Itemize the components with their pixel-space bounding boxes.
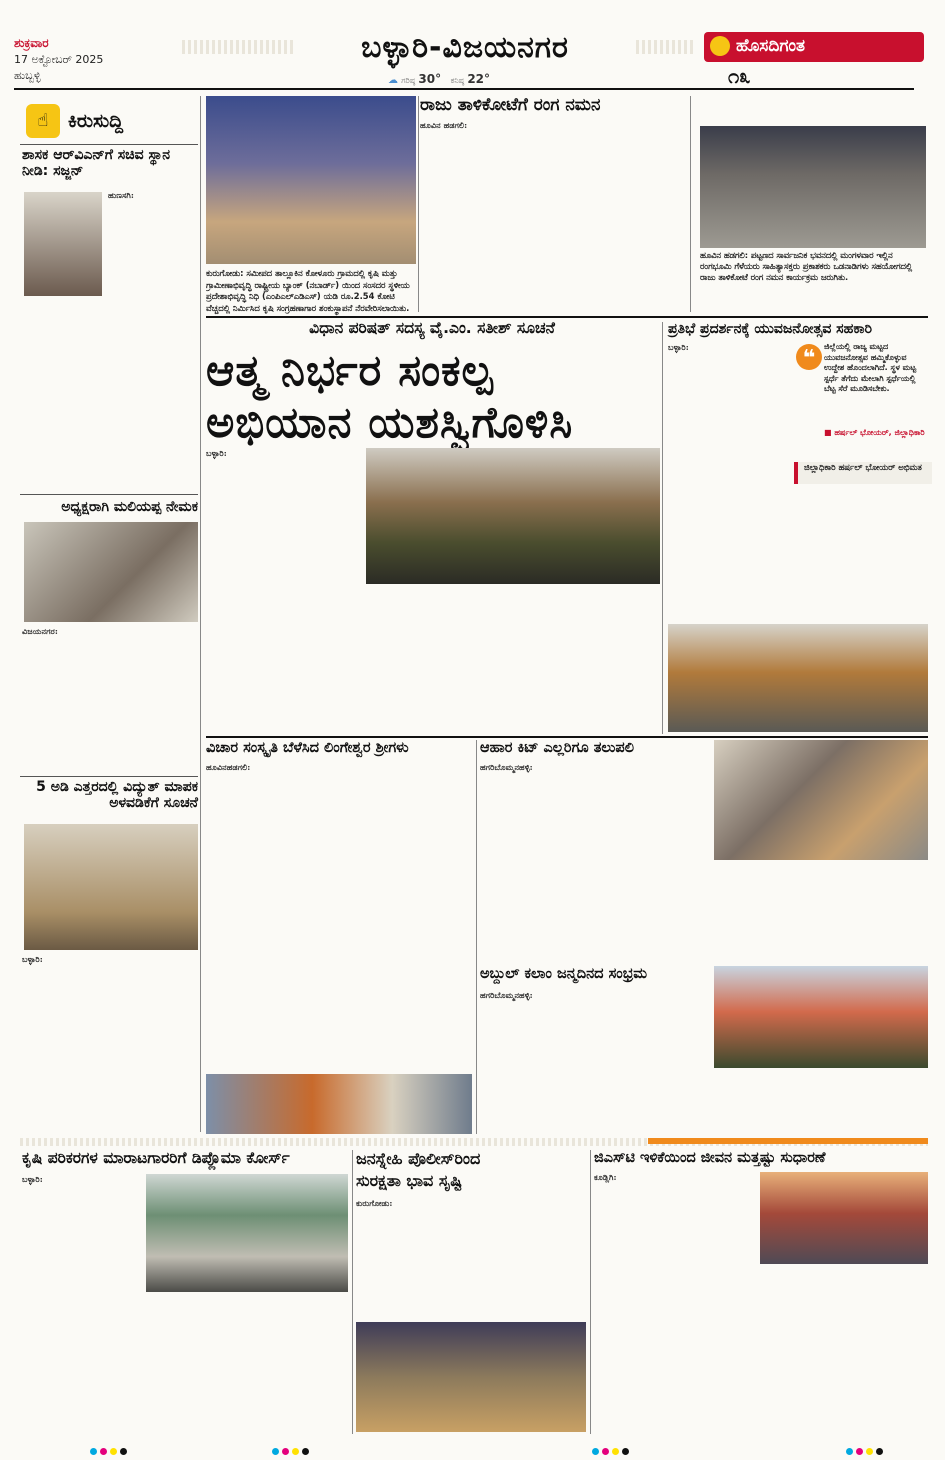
foodkit-headline: ಆಹಾರ ಕಿಟ್ ಎಲ್ಲರಿಗೂ ತಲುಪಲಿ [480,740,634,756]
date-block [14,36,174,83]
issue-day: ಶುಕ್ರವಾರ [14,36,49,50]
youth-quote-box [794,342,928,454]
lead-body-col3 [514,588,660,730]
bottom-divider-1 [352,1150,353,1434]
gst-dateline: ಕೂಡ್ಲಿಗಿ: [594,1172,617,1182]
diploma-headline: ಕೃಷಿ ಪರಿಕರಗಳ ಮಾರಾಟಗಾರರಿಗೆ ಡಿಪ್ಲೊಮಾ ಕೋರ್ಸ್ [22,1149,290,1167]
lead-headline-line2: ಅಭಿಯಾನ ಯಶಸ್ವಿಗೊಳಿಸಿ [206,398,574,448]
issue-date: 17 ಅಕ್ಟೋಬರ್ 2025 [14,53,104,66]
briefs-label-box [26,104,186,138]
kalam-dateline: ಹಗರಿಬೊಮ್ಮನಹಳ್ಳಿ: [480,990,533,1000]
youth-headline: ಪ್ರತಿಭೆ ಪ್ರದರ್ಶನಕ್ಕೆ ಯುವಜನೋತ್ಸವ ಸಹಕಾರಿ [668,321,872,337]
lingeshwara-photo [206,1074,472,1134]
diploma-dateline: ಬಳ್ಳಾರಿ: [22,1174,43,1184]
top-divider-2 [690,96,691,312]
story-photo-caption: ಹೂವಿನ ಹಡಗಲಿ: ಪಟ್ಟಣದ ಸಾರ್ವಜನಿಕ ಭವನದಲ್ಲಿ ಮಂಗಳವಾರ ಇಲ್ಲಿನ ರಂಗಭೂಮಿ ಗೆಳೆಯರು ಸಾಹಿತ್ಯಾಸಕ್ತರು ಪ್ರಕಾಶಕರು ಒಡನಾಡಿಗಳು ಸಹಯೋಗದಲ್ಲಿ ರಾಜು ತಾಳಿಕೋಟೆ ರಂಗ ನಮನ ಕಾರ್ಯಕ್ರಮ ಜರುಗಿತು. [700,250,913,282]
kalam-body [480,990,710,1134]
megaphone-icon: ☝ [26,104,60,138]
briefs-rule [20,144,198,145]
foodkit-photo [714,740,928,860]
kalam-photo [714,966,928,1068]
gst-body-col1 [594,1172,756,1432]
section-title: ಬಳ್ಳಾರಿ-ವಿಜಯನಗರ [361,30,569,65]
page-number: ೧೩ [728,64,751,88]
top-stripe [182,40,294,54]
foodkit-dateline: ಹಗರಿಬೊಮ್ಮನಹಳ್ಳಿ: [480,762,533,772]
mid-divider [476,740,477,1134]
kalam-headline: ಅಬ್ದುಲ್ ಕಲಾಂ ಜನ್ಮದಿನದ ಸಂಭ್ರಮ [480,966,648,982]
brief-1-body [108,190,198,300]
top-divider-1 [418,96,419,312]
brief-2-dateline: ವಿಜಯನಗರ: [22,626,58,636]
briefs-rule-2 [20,494,198,495]
brief-3-photo [24,824,198,950]
lead-kicker: ವಿಧಾನ ಪರಿಷತ್ ಸದಸ್ಯ ವೈ.ಎಂ. ಸತೀಶ್ ಸೂಚನೆ [309,319,555,337]
youth-callout-text: ಜಿಲ್ಲಾಧಿಕಾರಿ ಹರ್ಷಲ್ ಭೋಯರ್ ಅಭಿಮತ [804,462,922,472]
police-photo [356,1322,586,1432]
briefs-label: ಕಿರುಸುದ್ದಿ [68,110,124,132]
police-headline-line1: ಜನಸ್ನೇಹಿ ಪೊಲೀಸ್‌ರಿಂದ [356,1149,481,1168]
top-row-rule [206,316,928,318]
brief-3-body [22,954,198,1126]
brief-1-dateline: ಹುಣಸಗಿ: [108,190,134,200]
briefs-rule-3 [20,776,198,777]
cloud-icon: ☁ [388,75,398,86]
diploma-body-col3 [250,1296,348,1430]
brief-1-photo [24,192,102,296]
brief-1-body-cont [22,302,198,492]
story-headline: ರಾಜು ತಾಳಿಕೋಟೆಗೆ ರಂಗ ನಮನ [420,95,601,115]
registration-marks-left [90,1440,130,1459]
bottom-divider-2 [590,1150,591,1434]
top-stripe-right [636,40,696,54]
lead-body-col1 [206,448,362,730]
story-dateline: ಹೂವಿನ ಹಡಗಲಿ: [420,120,468,130]
lingeshwara-body-col1 [206,762,338,1074]
mid-rule [206,736,928,738]
registration-marks-center-left [272,1440,312,1459]
masthead [0,0,945,92]
kalam-body-col2 [714,1072,928,1134]
lingeshwara-body-col2 [342,762,472,1074]
brief-2-headline: ಅಧ್ಯಕ್ಷರಾಗಿ ಮಲಿಯಪ್ಪ ನೇಮಕ [61,499,198,515]
youth-body-col2 [794,488,928,620]
lead-dateline: ಬಳ್ಳಾರಿ: [206,448,227,458]
brief-3-dateline: ಬಳ್ಳಾರಿ: [22,954,43,964]
gst-body-col2 [760,1268,928,1432]
gst-photo [760,1172,928,1264]
registration-marks-right [846,1440,886,1459]
weather-max-label: ಗರಿಷ್ಠ [401,76,416,85]
paper-name: ಹೊಸದಿಗಂತ [736,36,806,56]
youth-body-col1 [668,342,790,620]
youth-callout [794,462,932,484]
brief-2-body [22,626,198,774]
lamp-icon [710,36,730,56]
foodkit-body [480,762,710,962]
youth-dateline: ಬಳ್ಳಾರಿ: [668,342,689,352]
briefs-divider [200,96,201,1132]
lingeshwara-headline: ವಿಚಾರ ಸಂಸ್ಕೃತಿ ಬೆಳೆಸಿದ ಲಿಂಗೇಶ್ವರ ಶ್ರೀಗಳು [206,740,409,756]
top-rule-left [14,88,914,90]
brief-2-photo [24,522,198,622]
lead-divider [662,322,663,734]
quote-icon: ❝ [796,344,822,370]
lead-body-col2 [366,588,510,730]
story-photo [700,126,926,248]
gst-headline: ಜಿಎಸ್‌ಟಿ ಇಳಿಕೆಯಿಂದ ಜೀವನ ಮತ್ತಷ್ಟು ಸುಧಾರಣೆ [594,1150,826,1166]
youth-quote: ಜಿಲ್ಲೆಯಲ್ಲಿ ರಾಜ್ಯ ಮಟ್ಟದ ಯುವಜನೋತ್ಸವ ಹಮ್ಮಿಕೊಳ್ಳುವ ಉದ್ದೇಶ ಹೊಂದಲಾಗಿದೆ. ಸ್ಥಳ ಮಟ್ಟ ಸ್ಪರ್ಧೆ ತೆಗೆದು ಮೇಲಾಗಿ ಸ್ಪರ್ಧೆಯಲ್ಲಿ ಬೆಟ್ಟ ಸೆರೆ ಮೂಡಿಸಬೇಕು. [824,342,917,393]
lingeshwara-dateline: ಹೂವಿನಹಡಗಲಿ: [206,762,251,772]
police-body [356,1198,586,1318]
foodkit-body-col2 [714,864,928,962]
diploma-body-col1 [22,1174,142,1430]
brief-3-headline: 5 ಅಡಿ ಎತ್ತರದಲ್ಲಿ ವಿದ್ಯುತ್ ಮಾಪಕ ಅಳವಡಿಕೆಗೆ ಸೂಚನೆ [36,779,198,811]
police-dateline: ಕುರುಗೋಡು: [356,1198,393,1208]
weather-min: 22° [467,72,491,86]
briefs-column [20,96,198,1132]
top-photo [206,96,416,264]
bottom-band-accent [648,1138,928,1144]
story-body [420,120,686,312]
lead-headline-line1: ಆತ್ಮ ನಿರ್ಭರ ಸಂಕಲ್ಪ [206,346,494,396]
lead-photo [366,448,660,584]
weather-min-label: ಕನಿಷ್ಠ [450,76,465,85]
brief-1-headline: ಶಾಸಕ ಆರ್‌ವಿಎನ್‌ಗೆ ಸಚಿವ ಸ್ಥಾನ ನೀಡಿ: ಸಜ್ಜನ್ [22,147,171,179]
youth-quote-author: ■ ಹರ್ಷಲ್ ಭೋಯರ್, ಜಿಲ್ಲಾಧಿಕಾರಿ [824,428,925,437]
registration-marks-center-right [592,1440,632,1459]
diploma-body-col2 [146,1296,246,1430]
top-photo-caption: ಕುರುಗೋಡು: ಸಮೀಪದ ತಾಲ್ಲೂಕಿನ ಕೋಳೂರು ಗ್ರಾಮದಲ್ಲಿ ಕೃಷಿ ಮತ್ತು ಗ್ರಾಮೀಣಾಭಿವೃದ್ಧಿ ರಾಷ್ಟ್ರೀಯ ಬ್ಯಾಂಕ್ (ನಬಾರ್ಡ್) ಯಿಂದ ಸಂಸದರ ಸ್ಥಳೀಯ ಪ್ರದೇಶಾಭಿವೃದ್ಧಿ ನಿಧಿ (ಎಂಪಿಎಲ್‌ಎಡಿಎಸ್) ಯಡಿ ರೂ.2.54 ಕೋಟಿ ವೆಚ್ಚದಲ್ಲಿ ನಿರ್ಮಿಸಿದ ಕೃಷಿ ಸಂಗ್ರಹಣಾಗಾರ ಶಂಕುಸ್ಥಾಪನೆ ನೆರವೇರಿಸಲಾಯಿತು. [206,268,410,313]
diploma-photo [146,1174,348,1292]
police-headline-line2: ಸುರಕ್ಷತಾ ಭಾವ ಸೃಷ್ಟಿ [356,1171,463,1190]
weather [388,72,490,86]
weather-max: 30° [418,72,442,86]
paper-logo [704,32,924,62]
youth-photo [668,624,928,732]
issue-city: ಹುಬ್ಬಳ್ಳಿ [14,69,41,82]
